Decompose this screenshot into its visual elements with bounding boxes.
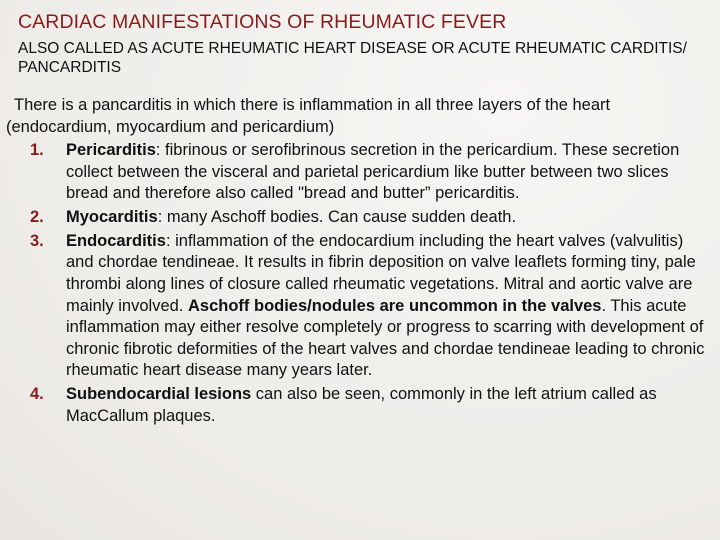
list-number: 1.	[30, 141, 44, 159]
list-text: : inflammation of the endocardium including the heart valves (valvulitis) and chordae tendineae. It results in fibrin deposition on valve leaflets forming tiny, pale thrombi along lines of closure called rheumatic vegetations. Mitral and aortic valve are mainly involved.	[66, 231, 696, 315]
slide-subtitle: ALSO CALLED AS ACUTE RHEUMATIC HEART DISEASE OR ACUTE RHEUMATIC CARDITIS/ PANCARDITIS	[18, 40, 687, 76]
list-text-after: . This acute inflammation may either resolve completely or progress to scarring with development of chronic fibrotic deformities of the heart valves and chordae tendineae leading to chronic rheumatic heart disease many years later.	[66, 296, 705, 380]
list-term: Myocarditis	[66, 207, 158, 226]
list-number: 3.	[30, 231, 44, 250]
list-emphasis: Aschoff bodies/nodules are uncommon in the valves	[187, 296, 602, 315]
list-item-subendocardial-lesions	[18, 384, 708, 427]
list-term: Subendocardial lesions	[66, 385, 252, 404]
manifestations-list	[18, 140, 708, 429]
list-number: 4.	[30, 385, 44, 404]
list-text: can also be seen, commonly in the left atrium called as MacCallum plaques.	[66, 385, 657, 425]
list-item-pericarditis	[18, 140, 708, 205]
list-text: : fibrinous or serofibrinous secretion in the pericardium. These secretion collect between the visceral and parietal pericardium like butter between two slices bread and therefore also called "bread and butter” pericarditis.	[66, 141, 680, 203]
list-term: Pericarditis	[66, 141, 156, 159]
list-term: Endocarditis	[66, 231, 166, 250]
list-text: : many Aschoff bodies. Can cause sudden death.	[157, 207, 517, 226]
list-item-myocarditis	[18, 207, 708, 229]
intro-paragraph: There is a pancarditis in which there is inflammation in all three layers of the heart (endocardium, myocardium and pericardium)	[6, 96, 611, 136]
slide-title: CARDIAC MANIFESTATIONS OF RHEUMATIC FEVER	[18, 11, 507, 33]
list-number: 2.	[30, 207, 44, 226]
list-item-endocarditis	[18, 231, 708, 382]
